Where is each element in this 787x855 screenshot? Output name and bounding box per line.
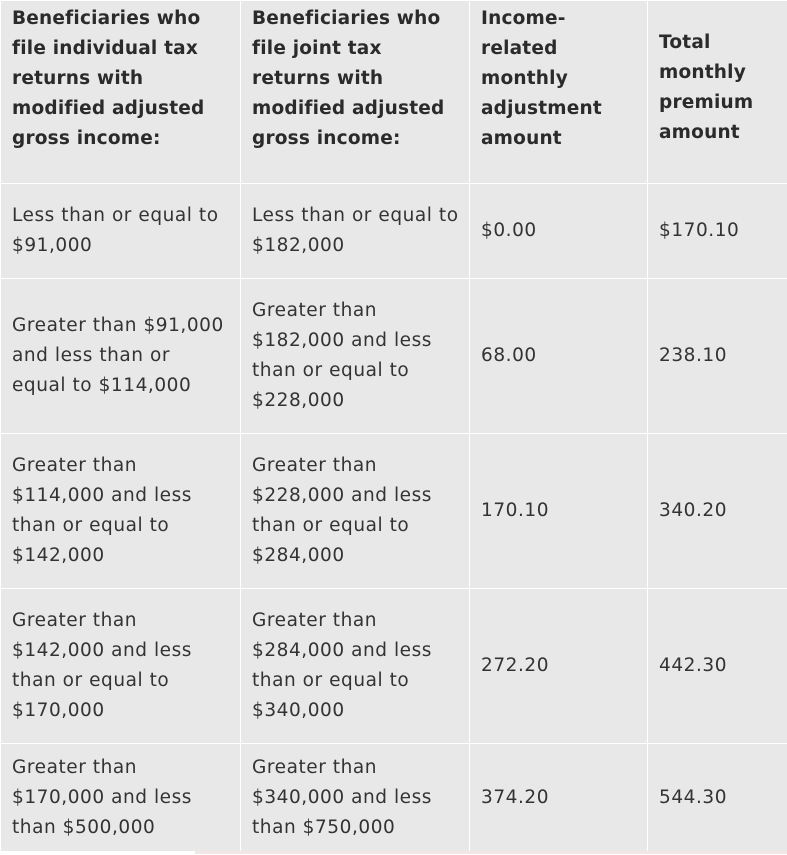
- cell-joint-income: Greater than $340,000 and less than $750,000: [241, 744, 470, 852]
- header-individual-returns: Beneficiaries who file individual tax returns with modified adjusted gross income:: [1, 1, 241, 184]
- cell-individual-income: Less than or equal to $91,000: [1, 184, 241, 279]
- table-row: [1, 279, 787, 434]
- cell-adjustment-amount: 68.00: [470, 279, 648, 434]
- cell-adjustment-amount: 272.20: [470, 589, 648, 744]
- cell-adjustment-amount: 170.10: [470, 434, 648, 589]
- cell-total-premium: 442.30: [648, 589, 787, 744]
- cell-individual-income: Greater than $114,000 and less than or equal to $142,000: [1, 434, 241, 589]
- cell-adjustment-amount: 374.20: [470, 744, 648, 852]
- cell-individual-income: Greater than $91,000 and less than or equal to $114,000: [1, 279, 241, 434]
- table-row: [1, 744, 787, 852]
- page-bottom-divider: [0, 851, 787, 855]
- cell-joint-income: Greater than $228,000 and less than or equal to $284,000: [241, 434, 470, 589]
- cell-individual-income: Greater than $142,000 and less than or equal to $170,000: [1, 589, 241, 744]
- divider-segment: [195, 851, 787, 854]
- header-joint-returns: Beneficiaries who file joint tax returns with modified adjusted gross income:: [241, 1, 470, 184]
- cell-joint-income: Greater than $284,000 and less than or equal to $340,000: [241, 589, 470, 744]
- table-header-row: [1, 1, 787, 184]
- cell-total-premium: 340.20: [648, 434, 787, 589]
- table-row: [1, 434, 787, 589]
- cell-individual-income: Greater than $170,000 and less than $500,000: [1, 744, 241, 852]
- cell-joint-income: Greater than $182,000 and less than or equal to $228,000: [241, 279, 470, 434]
- header-adjustment-amount: Income-related monthly adjustment amount: [470, 1, 648, 184]
- cell-total-premium: 544.30: [648, 744, 787, 852]
- cell-total-premium: 238.10: [648, 279, 787, 434]
- cell-total-premium: $170.10: [648, 184, 787, 279]
- table-row: [1, 184, 787, 279]
- header-total-premium: Total monthly premium amount: [648, 1, 787, 184]
- table-row: [1, 589, 787, 744]
- cell-adjustment-amount: $0.00: [470, 184, 648, 279]
- cell-joint-income: Less than or equal to $182,000: [241, 184, 470, 279]
